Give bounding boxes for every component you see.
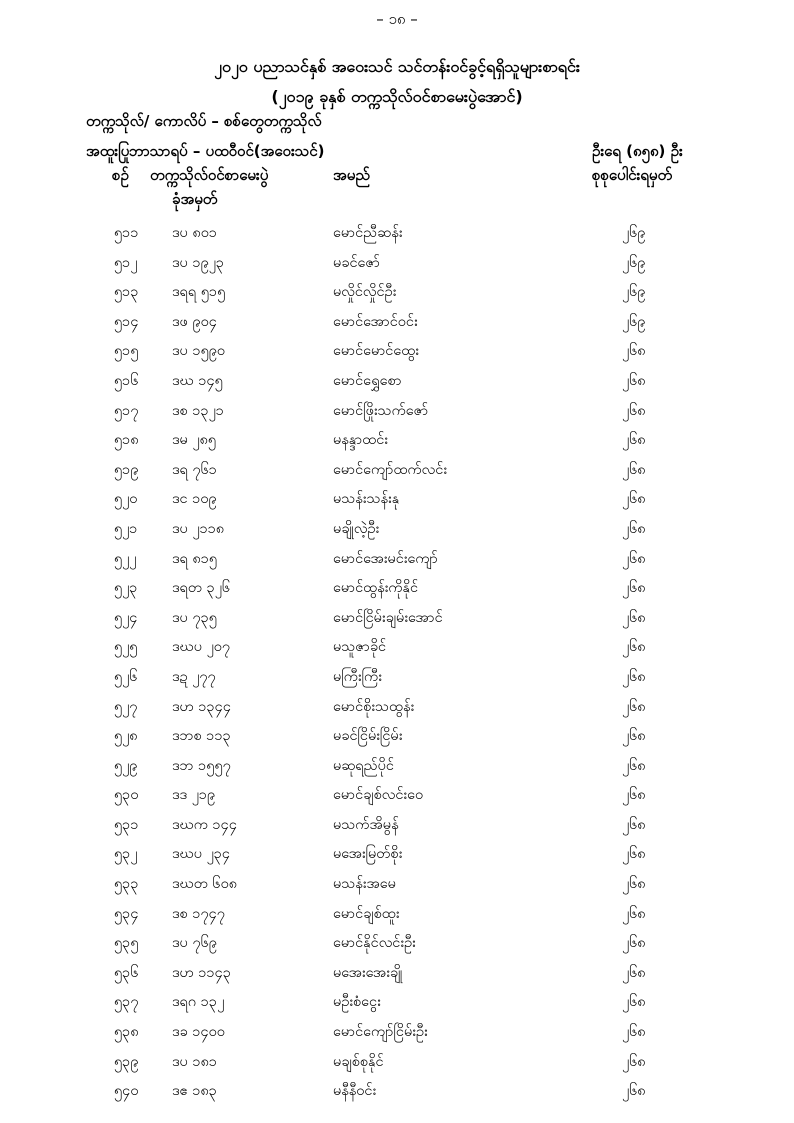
table-row [0, 1053, 794, 1083]
serial-cell: ၅၃၁ [114, 816, 139, 833]
serial-cell: ၅၃၇ [114, 994, 139, 1011]
table-row [0, 254, 794, 284]
serial-cell: ၅၁၄ [114, 313, 139, 330]
marks-cell: ၂၆၈ [622, 1024, 646, 1041]
header-name: အမည် [333, 166, 370, 184]
serial-cell: ၅၂၄ [114, 609, 138, 626]
roll-number-cell: ဒဃပ ၂၀၇ [172, 639, 231, 656]
marks-cell: ၂၆၈ [622, 1083, 646, 1100]
roll-number-cell: ဒမ ၂၈၅ [172, 432, 217, 449]
roll-number-cell: ဒပ ၇၆၉ [172, 935, 217, 952]
table-row [0, 668, 794, 698]
table-row [0, 1023, 794, 1053]
table-row [0, 786, 794, 816]
name-cell: မောင်စိုးသထွန်း [333, 698, 415, 715]
marks-cell: ၂၆၉ [622, 313, 646, 330]
marks-cell: ၂၆၈ [622, 372, 646, 389]
roll-number-cell: ဒရ ၇၆၁ [172, 461, 217, 478]
table-row [0, 609, 794, 639]
table-row [0, 905, 794, 935]
name-cell: မအေးအေးချို [333, 964, 403, 981]
roll-number-cell: ဒဃ ၁၄၅ [172, 372, 223, 389]
name-cell: မခင်ငြိမ်းငြိမ်း [333, 728, 403, 745]
document-title: ၂၀၂၀ ပညာသင်နှစ် အဝေးသင် သင်တန်းဝင်ခွင့်ရရှိသူများစာရင်း [214, 57, 580, 76]
serial-cell: ၅၂၂ [114, 550, 137, 567]
name-cell: မောင်အေးမင်းကျော် [333, 550, 438, 567]
name-cell: မောင်ငြိမ်းချမ်းအောင် [333, 609, 443, 626]
roll-number-cell: ဒဃပ ၂၃၄ [172, 846, 231, 863]
marks-cell: ၂၆၈ [622, 1053, 646, 1070]
roll-number-cell: ဒစ ၁၃၂၁ [172, 402, 224, 419]
table-row [0, 934, 794, 964]
table-row [0, 461, 794, 491]
name-cell: မအေးမြတ်စိုး [333, 846, 403, 863]
student-list [0, 224, 794, 1112]
marks-cell: ၂၆၈ [622, 994, 646, 1011]
roll-number-cell: ဒဍ ၂၇၇ [172, 668, 216, 685]
serial-cell: ၅၃၈ [114, 1024, 139, 1041]
roll-number-cell: ဒဧ ၁၈၃ [172, 1083, 217, 1100]
marks-cell: ၂၆၈ [622, 580, 646, 597]
serial-cell: ၅၃၄ [114, 905, 139, 922]
header-marks: စုစုပေါင်းရမှတ် [592, 166, 673, 184]
serial-cell: ၅၃၅ [114, 935, 139, 952]
serial-cell: ၅၂၃ [114, 580, 138, 597]
header-roll-line2: ခုံအမှတ် [172, 190, 218, 208]
marks-cell: ၂၆၈ [622, 964, 646, 981]
roll-number-cell: ဒပ ၂၁၁၈ [172, 520, 225, 537]
roll-number-cell: ဒဃက ၁၄၄ [172, 816, 237, 833]
serial-cell: ၅၁၃ [114, 284, 139, 301]
name-cell: မကြီးကြီး [333, 668, 382, 685]
marks-cell: ၂၆၈ [622, 787, 646, 804]
table-row [0, 283, 794, 313]
name-cell: မောင်ချစ်ထူး [333, 905, 400, 922]
table-row [0, 224, 794, 254]
serial-cell: ၅၁၁ [114, 225, 139, 241]
major-label: အထူးပြုဘာသာရပ် – ပထဝီဝင်(အဝေးသင်) [86, 142, 325, 160]
name-cell: မချစ်စုနိုင် [333, 1053, 384, 1070]
name-cell: မချိုလဲ့ဦး [333, 520, 380, 537]
name-cell: မောင်ဖြိုးသက်ဇော် [333, 402, 429, 419]
marks-cell: ၂၆၉ [622, 284, 646, 301]
marks-cell: ၂၆၈ [622, 432, 646, 449]
serial-cell: ၅၁၆ [114, 372, 139, 389]
name-cell: မသူဇာခိုင် [333, 639, 387, 656]
table-row [0, 698, 794, 728]
serial-cell: ၅၂၅ [114, 639, 138, 656]
name-cell: မောင်မောင်ထွေး [333, 343, 419, 360]
serial-cell: ၅၂၉ [114, 757, 138, 774]
document-subtitle: (၂၀၁၉ ခုနှစ် တက္ကသိုလ်ဝင်စာမေးပွဲအောင်) [271, 87, 523, 106]
table-row [0, 638, 794, 668]
marks-cell: ၂၆၈ [622, 876, 646, 893]
serial-cell: ၅၃၆ [114, 964, 139, 981]
marks-cell: ၂၆၈ [622, 698, 646, 715]
marks-cell: ၂၆၈ [622, 402, 646, 419]
name-cell: မောင်ကျော်ငြိမ်းဦး [333, 1024, 428, 1041]
name-cell: မဦးစံငွေး [333, 994, 381, 1011]
serial-cell: ၅၁၅ [114, 343, 139, 360]
roll-number-cell: ဒရတ ၃၂၆ [172, 580, 231, 597]
name-cell: မသက်အိမွန် [333, 816, 399, 833]
serial-cell: ၅၂၆ [114, 668, 138, 685]
page-number: – ၁၈ – [376, 10, 418, 28]
roll-number-cell: ဒပ ၁၅၉၀ [172, 343, 226, 360]
table-row [0, 875, 794, 905]
name-cell: မောင်နိုင်လင်းဦး [333, 935, 416, 952]
name-cell: မောင်ချစ်လင်းဝေ [333, 787, 424, 804]
roll-number-cell: ဒရရ ၅၁၅ [172, 284, 226, 301]
serial-cell: ၅၁၈ [114, 432, 139, 449]
table-row [0, 964, 794, 994]
name-cell: မောင်အောင်ဝင်း [333, 313, 418, 330]
table-row [0, 727, 794, 757]
roll-number-cell: ဒဃတ ၆၀၈ [172, 876, 238, 893]
name-cell: မောင်ကျော်ထက်လင်း [333, 461, 448, 478]
roll-number-cell: ဒဘစ ၁၁၃ [172, 728, 231, 745]
marks-cell: ၂၆၈ [622, 461, 646, 478]
roll-number-cell: ဒစ ၁၇၄၇ [172, 905, 225, 922]
table-row [0, 579, 794, 609]
marks-cell: ၂၆၈ [622, 846, 646, 863]
marks-cell: ၂၆၈ [622, 491, 646, 508]
roll-number-cell: ဒဒ ၂၁၉ [172, 787, 216, 804]
roll-number-cell: ဒဖ ၉၀၄ [172, 313, 217, 330]
table-row [0, 1082, 794, 1112]
marks-cell: ၂၆၉ [622, 225, 646, 241]
table-row [0, 816, 794, 846]
name-cell: မလှိုင်လှိုင်ဦး [333, 284, 397, 301]
serial-cell: ၅၂၀ [114, 491, 138, 508]
serial-cell: ၅၂၁ [114, 520, 138, 537]
marks-cell: ၂၆၈ [622, 935, 646, 952]
roll-number-cell: ဒဘ ၁၅၅၇ [172, 757, 231, 774]
university-label: တက္ကသိုလ်/ ကောလိပ် – စစ်တွေတက္ကသိုလ် [86, 112, 322, 130]
table-row [0, 550, 794, 580]
serial-cell: ၅၁၉ [114, 461, 139, 478]
serial-cell: ၅၃၂ [114, 846, 138, 863]
marks-cell: ၂၆၉ [622, 254, 646, 271]
name-cell: မနန္ဒာထင်း [333, 432, 388, 449]
table-row [0, 520, 794, 550]
roll-number-cell: ဒရဂ ၁၃၂ [172, 994, 225, 1011]
name-cell: မခင်ဇော် [333, 254, 380, 271]
roll-number-cell: ဒပ ၁၈၁ [172, 1053, 218, 1070]
table-row [0, 845, 794, 875]
table-row [0, 757, 794, 787]
total-count: ဦးရေ (၈၅၈) ဦး [592, 142, 683, 160]
serial-cell: ၅၂၈ [114, 728, 138, 745]
header-serial: စဉ် [112, 166, 129, 184]
serial-cell: ၅၃၀ [114, 787, 139, 804]
roll-number-cell: ဒဟ ၁၃၄၄ [172, 698, 231, 715]
serial-cell: ၅၁၇ [114, 402, 139, 419]
serial-cell: ၅၂၇ [114, 698, 138, 715]
marks-cell: ၂၆၈ [622, 668, 646, 685]
roll-number-cell: ဒပ ၁၉၂၃ [172, 254, 225, 271]
serial-cell: ၅၃၉ [114, 1053, 139, 1070]
name-cell: မောင်ညီဆန်း [333, 225, 403, 241]
header-roll-line1: တက္ကသိုလ်ဝင်စာမေးပွဲ [150, 166, 269, 184]
marks-cell: ၂၆၈ [622, 905, 646, 922]
table-row [0, 402, 794, 432]
table-row [0, 372, 794, 402]
table-row [0, 993, 794, 1023]
name-cell: မသန်းအမေ [333, 876, 396, 893]
marks-cell: ၂၆၈ [622, 343, 646, 360]
marks-cell: ၂၆၈ [622, 609, 646, 626]
table-row [0, 490, 794, 520]
marks-cell: ၂၆၈ [622, 550, 646, 567]
marks-cell: ၂၆၈ [622, 757, 646, 774]
marks-cell: ၂၆၈ [622, 520, 646, 537]
roll-number-cell: ဒဟ ၁၁၄၃ [172, 964, 231, 981]
table-row [0, 342, 794, 372]
roll-number-cell: ဒင ၁၀၉ [172, 491, 217, 508]
marks-cell: ၂၆၈ [622, 639, 646, 656]
roll-number-cell: ဒရ ၈၁၅ [172, 550, 218, 567]
roll-number-cell: ဒပ ၇၃၅ [172, 609, 217, 626]
serial-cell: ၅၃၃ [114, 876, 139, 893]
name-cell: မောင်ရွှေစော [333, 372, 402, 389]
name-cell: မနီနီဝင်း [333, 1083, 377, 1100]
serial-cell: ၅၄၀ [114, 1083, 139, 1100]
serial-cell: ၅၁၂ [114, 254, 138, 271]
table-row [0, 313, 794, 343]
marks-cell: ၂၆၈ [622, 728, 646, 745]
marks-cell: ၂၆၈ [622, 816, 646, 833]
roll-number-cell: ဒပ ၈၀၁ [172, 225, 218, 241]
roll-number-cell: ဒခ ၁၄၀၀ [172, 1024, 225, 1041]
name-cell: မသန်းသန်းနု [333, 491, 400, 508]
name-cell: မောင်ထွန်းကိုနိုင် [333, 580, 419, 597]
table-row [0, 431, 794, 461]
name-cell: မဆုရည်ပိုင် [333, 757, 394, 774]
